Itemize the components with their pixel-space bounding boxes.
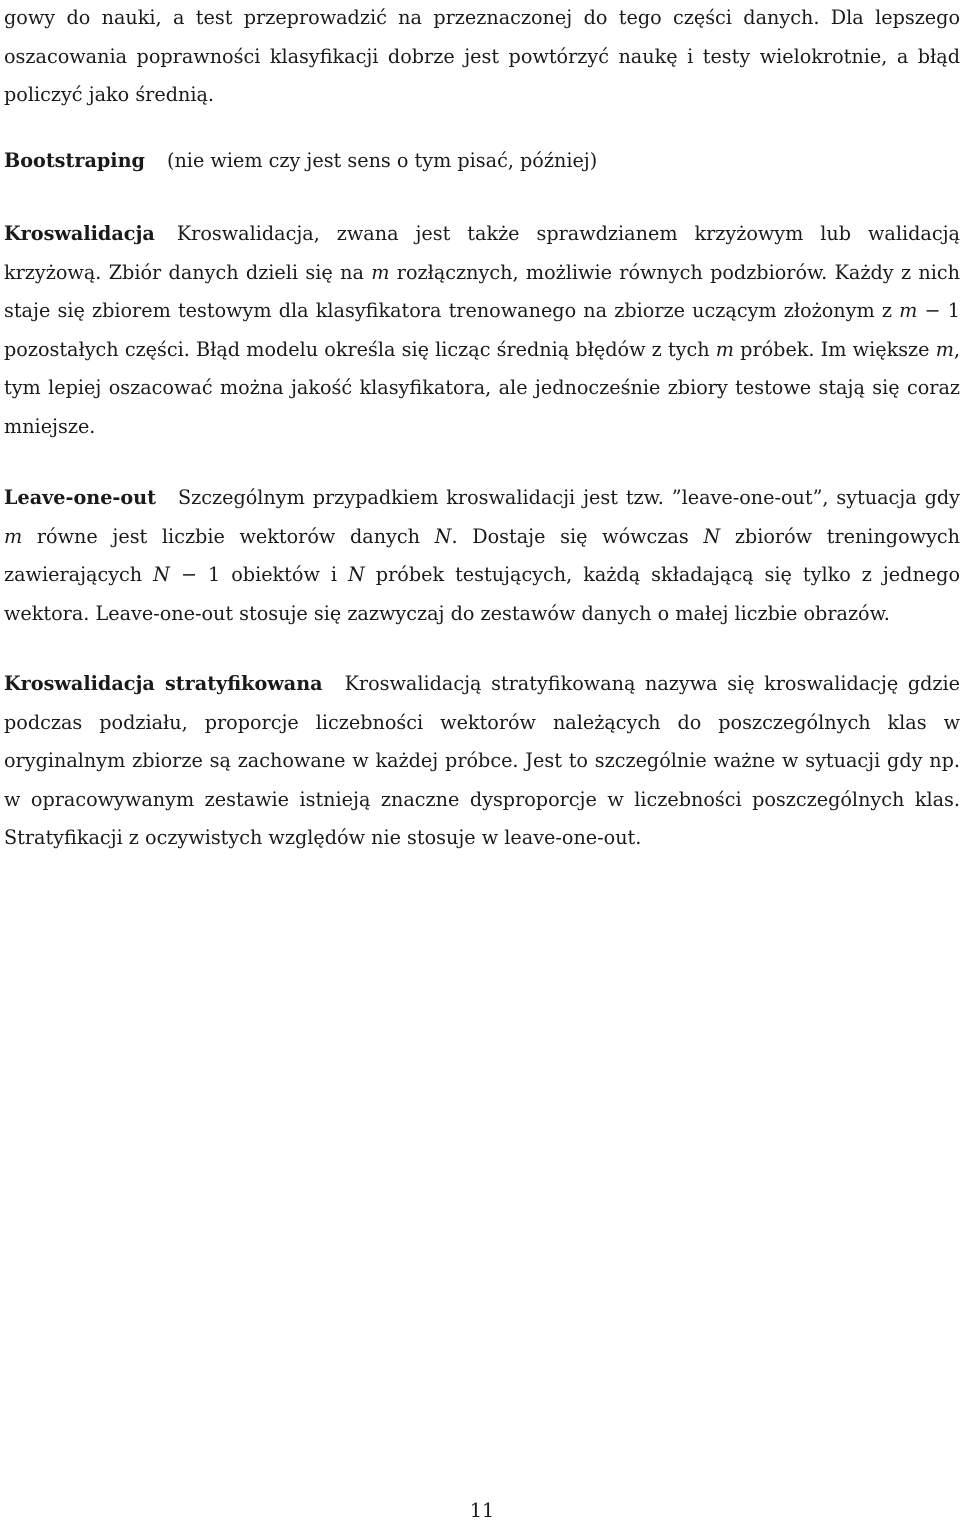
crossval-text-5: , tym lepiej oszacować można jakość klasyfikatora, ale jednocześnie zbiory testowe stają się coraz mniejsze. bbox=[4, 337, 960, 438]
loo-text-2: równe jest liczbie wektorów danych bbox=[22, 524, 435, 548]
stratified-term: Kroswalidacja stratyfikowana bbox=[4, 672, 323, 695]
loo-math-m-1: m bbox=[4, 524, 23, 548]
crossval-text-4: próbek. Im większe bbox=[733, 337, 936, 361]
intro-text: gowy do nauki, a test przeprowadzić na przeznaczonej do tego części danych. Dla lepszego oszacowania poprawności klasyfikacji dobrze jest powtórzyć naukę i testy wielokrotnie, a błąd policzyć jako średnią. bbox=[4, 6, 960, 107]
loo-text-5: obiektów i bbox=[220, 563, 349, 587]
crossval-math-m-1: m bbox=[371, 260, 390, 284]
loo-math-n-3: N bbox=[153, 563, 170, 587]
crossval-text-3: pozostałych części. Błąd modelu określa się licząc średnią błędów z tych bbox=[4, 337, 716, 361]
crossval-minus-1: − 1 bbox=[917, 299, 960, 323]
intro-paragraph bbox=[4, 0, 960, 115]
loo-math-n-2: N bbox=[703, 524, 721, 548]
loo-text-4: zbiorów treningowych zawierających bbox=[4, 524, 960, 587]
crossval-text-1: Kroswalidacja, zwana jest także sprawdzianem krzyżowym lub walidacją krzyżową. Zbiór danych dzieli się na bbox=[4, 222, 960, 284]
loo-math-n-4: N bbox=[348, 563, 365, 587]
leave-one-out-paragraph bbox=[4, 479, 960, 633]
bootstrap-term: Bootstraping bbox=[4, 149, 145, 172]
document-page bbox=[4, 0, 960, 1522]
crossval-math-m-4: m bbox=[935, 337, 954, 361]
bootstrap-text: (nie wiem czy jest sens o tym pisać, później) bbox=[166, 149, 598, 172]
loo-text-6: próbek testujących, każdą składającą się tylko z jednego wektora. Leave-one-out stosuje się zazwyczaj do zestawów danych o małej liczbie obrazów. bbox=[4, 563, 960, 625]
bootstrap-paragraph bbox=[4, 142, 960, 181]
loo-text-1: Szczególnym przypadkiem kroswalidacji jest tzw. ”leave-one-out”, sytuacja gdy bbox=[177, 486, 960, 509]
loo-minus-1: − 1 bbox=[169, 563, 221, 587]
crossval-math-m-2: m bbox=[899, 299, 918, 323]
loo-text-3: . Dostaje się wówczas bbox=[451, 524, 704, 548]
crossval-term: Kroswalidacja bbox=[4, 222, 155, 245]
stratified-text: Kroswalidacją stratyfikowaną nazywa się kroswalidację gdzie podczas podziału, proporcje liczebności wektorów należących do poszczególnych klas w oryginalnym zbiorze są zachowane w każdej próbce. Jest to szczególnie ważne w sytuacji gdy np. w opracowywanym zestawie istnieją znaczne dysproporcje w liczebności poszczególnych klas. Stratyfikacji z oczywistych względów nie stosuje w leave-one-out. bbox=[4, 672, 960, 850]
loo-math-n-1: N bbox=[434, 524, 452, 548]
crossval-math-m-3: m bbox=[715, 337, 734, 361]
page-number: 11 bbox=[469, 1499, 495, 1522]
crossval-text-2: rozłącznych, możliwie równych podzbiorów. Każdy z nich staje się zbiorem testowym dla klasyfikatora trenowanego na zbiorze uczącym złożonym z bbox=[4, 260, 960, 323]
stratified-paragraph bbox=[4, 665, 960, 858]
crossval-paragraph bbox=[4, 215, 960, 447]
leave-one-out-term: Leave-one-out bbox=[4, 486, 156, 509]
